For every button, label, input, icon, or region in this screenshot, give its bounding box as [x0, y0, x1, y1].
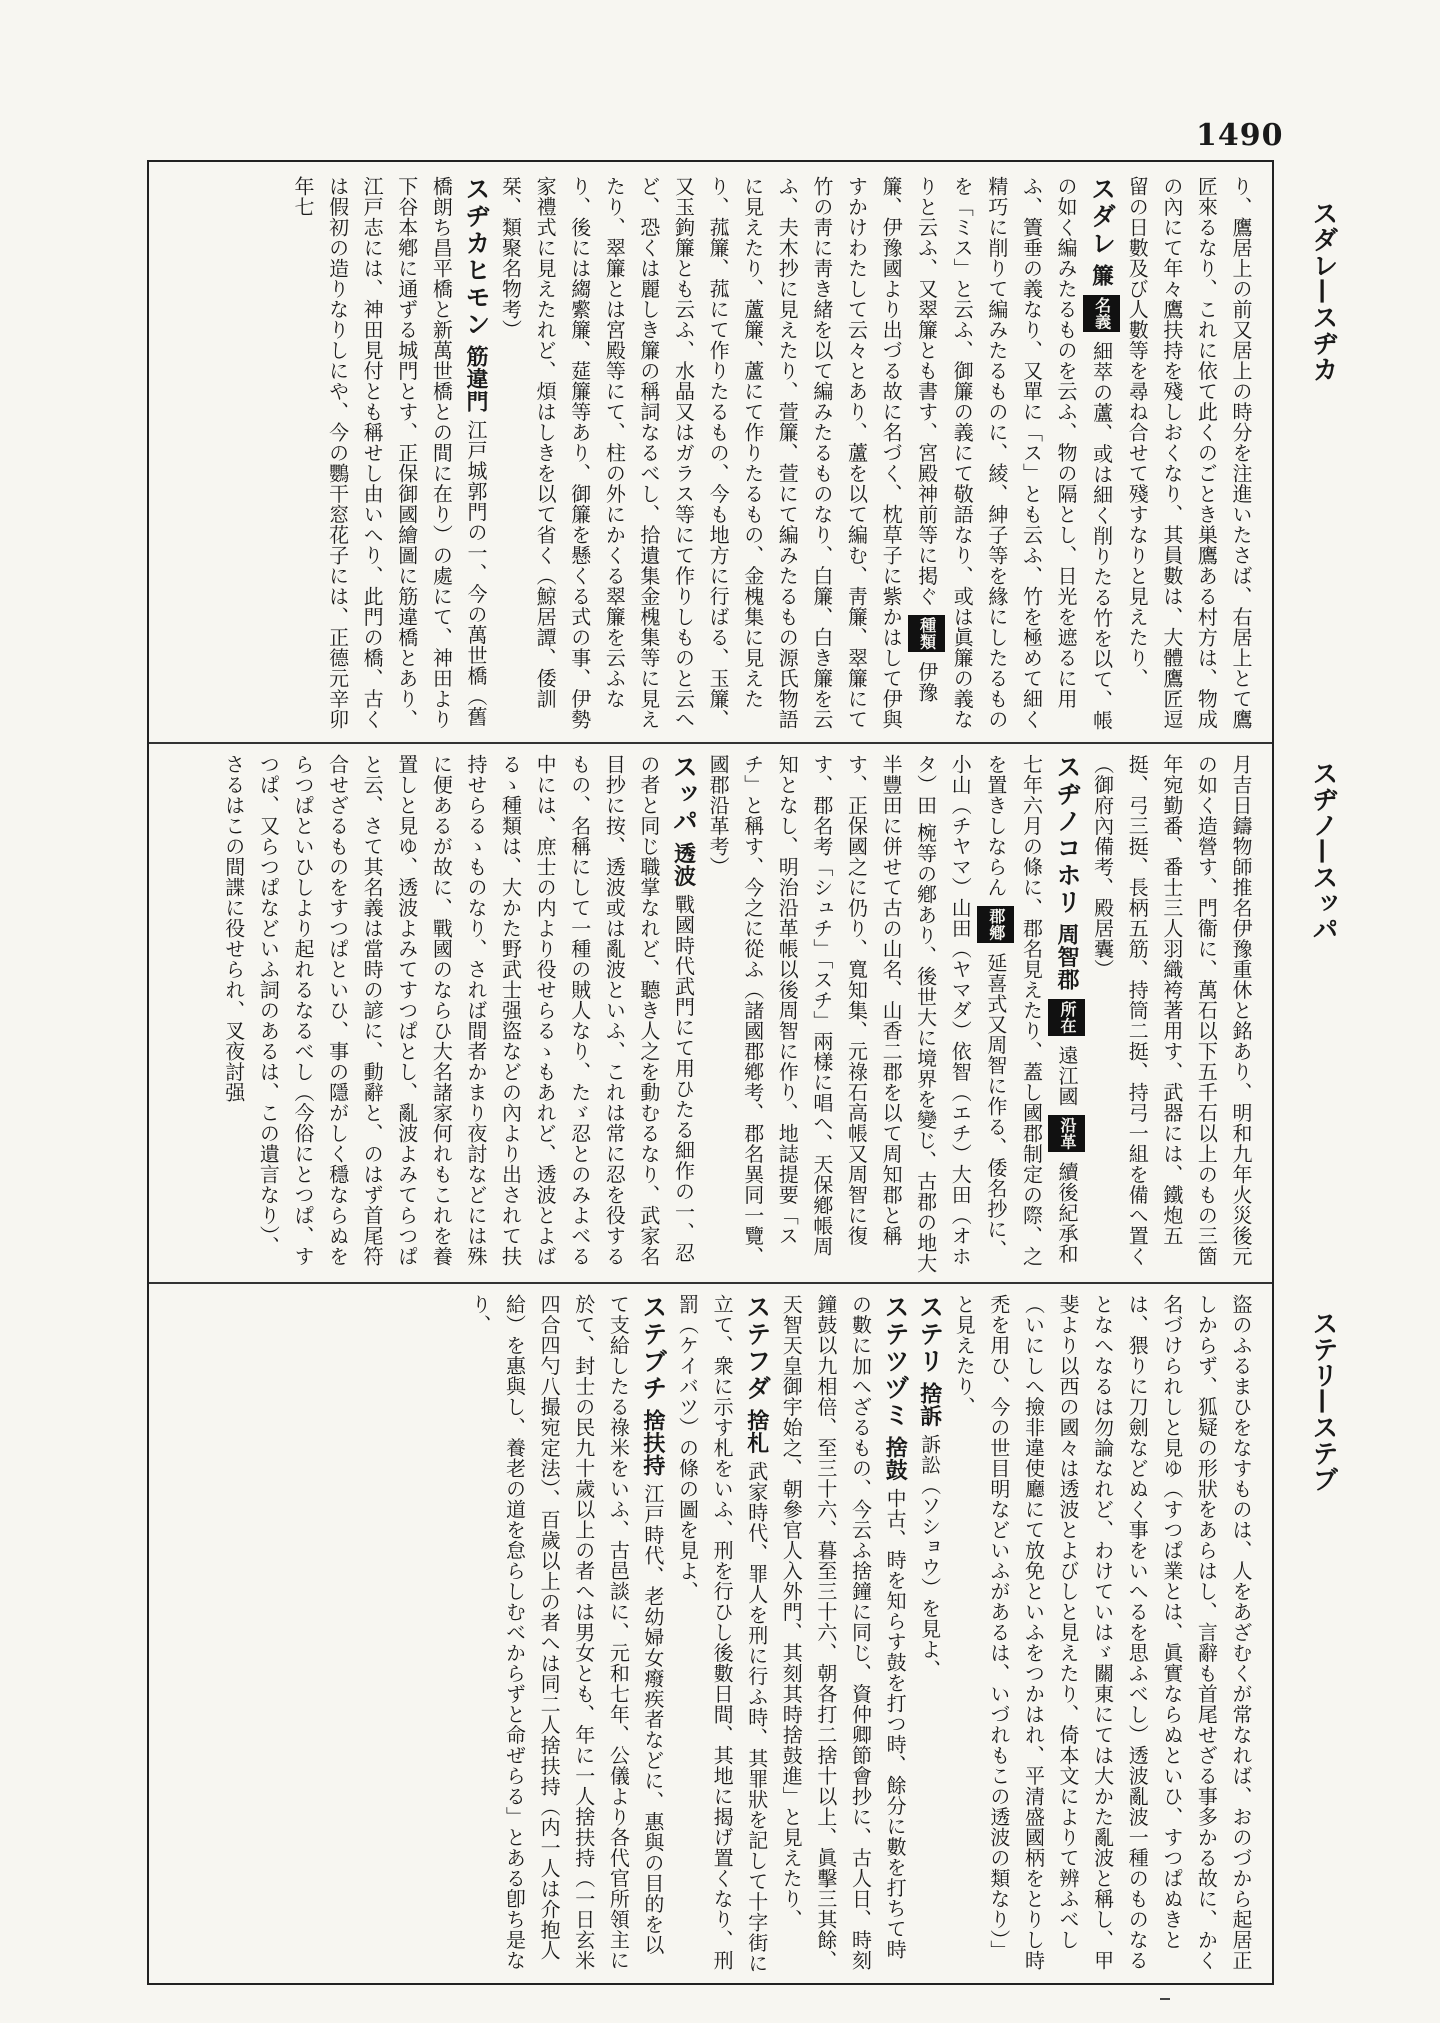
- tag-badge: 種類: [908, 615, 945, 652]
- entry-suteri: [912, 1294, 947, 1974]
- entry-text: 江戸時代、老幼婦女癈疾者などに、惠與の目的を以て支給したる祿米をいふ、古邑談に、元和七年、公儀より各代官所領主に於て、封士の民九十歲以上の者へは男女とも、年に一人捨扶持（一日玄米四合四勺八撮宛定法）、百歲以上の者へは同二人捨扶持（内一人は介抱人給）を惠與し、養老の道を怠らしむべからずと命ぜらる」とある卽ち是なり、: [467, 1294, 665, 1971]
- entry-headword: ステフダ: [742, 1294, 772, 1402]
- section-lower: [161, 1294, 1258, 1974]
- entry-sudare: [493, 176, 1120, 736]
- entry-kanji: 透波: [670, 841, 697, 887]
- section-middle: [161, 754, 1258, 1274]
- entry-text: 戰國時代武門にて用ひたる細作の一、忍の者と同じ職掌なれど、聽き人之を動むるなり、武家名目抄に按、透波或は亂波といふ、これは常に忍を役するもの、名稱にして一種の賊人なり、たゞ忍とのみよべる中には、庶士の内より役せらるゝもあれど、透波とよばるゝ種類は、大かた野武士强盜などの內より出されて扶持せらるゝものなり、されば間者かまり夜討などには殊に便あるが故に、戰國のならひ大名諸家何れもこれを養置しと見ゆ、透波よみてすつぱとし、亂波よみてらつぱと云、さて其名義は當時の諺に、動辭と、のはず首尾符合せざるものをすつぱといひ、事の隱がしく穩ならぬをらつぱといひしより起れるなるべし（今俗にとつぱ、すつぱ、又らつぱなどいふ詞のあるは、この遺言なり）、さるはこの間諜に役せられ、叉夜討强: [221, 754, 696, 1267]
- entry-text: 伊豫簾、伊豫國より出づる故に名づく、枕草子に紫かはして伊與すかけわたして云々とあり、蘆を以て編む、靑簾、翠簾にて竹の靑に靑き緒を以て編みたるものなり、白簾、白き簾を云ふ、夫木抄に見えたり、萱簾、萱にて編みたるもの源氏物語に見えたり、蘆簾、蘆にて作りたるもの、金槐集に見えたり、菰簾、菰にて作りたるもの、今も地方に行ばる、玉簾、又玉鉤簾とも云ふ、水晶又はガラス等にて作りしものと云へど、恐くは麗しき簾の稱詞なるべし、拾遺集金槐集等に見えたり、翠簾とは宮殿等にて、柱の外にかくる翠簾を云ふなり、後には縐䌠簾、莚簾等あり、御簾を懸くる式の事、伊勢家禮式に見えたれど、煩はしきを以て省く（鯨居譚、倭訓栞、類聚名物考）: [498, 176, 939, 730]
- tag-badge: 所在: [1048, 999, 1085, 1036]
- entry-suppa: [216, 754, 700, 1274]
- entry-sujikaimon: [285, 176, 493, 736]
- margin-tab-sujino: スヂノ—スッパ: [1308, 760, 1338, 942]
- entry-kanji: 捨鼓: [882, 1435, 909, 1481]
- margin-tab-suda: スダレ—スヂカ: [1308, 200, 1338, 382]
- entry-headword: ステツヅミ: [881, 1294, 911, 1429]
- entry-headword: スヂノコホリ: [1053, 754, 1083, 916]
- entry-text: 訴訟（ソショウ）を見よ、: [917, 1433, 942, 1680]
- entry-text: 中古、時を知らす鼓を打つ時、餘分に數を打ちて時の數に加へざるもの、今云ふ捨鐘に同じ、資仲卿節會抄に、古人日、時刻鐘鼓以九相倍、至三十六、暮至三十六、朝各打二捨十以上、眞擊三其餘、天智天皇御宇始之、朝參官人入外門、其刻其時捨鼓進」と見えたり、: [779, 1294, 908, 1971]
- entry-headword: スヂカヒモン: [461, 176, 491, 338]
- entry-kanji: 筋違門: [462, 344, 489, 413]
- entry-headword: スッパ: [669, 754, 699, 835]
- page-number: 1490: [1196, 118, 1284, 153]
- entry-text: 武家時代、罪人を刑に行ふ時、其罪狀を記して十字街に立て、衆に示す札をいふ、刑を行ひし後數日間、其地に揭げ置くなり、刑罰（ケイバツ）の條の圖を見よ、: [675, 1294, 769, 1974]
- entry-sutebuchi: [462, 1294, 670, 1974]
- tag-badge: 郡鄕: [977, 906, 1014, 943]
- entry-headword: スダレ: [1087, 176, 1117, 257]
- entry-text: 續後紀承和七年六月の條に、郡名見えたり、蓋し國郡制定の際、之を置きしならん: [983, 754, 1080, 1267]
- bottom-mark: [1160, 1998, 1170, 2000]
- section-divider: [149, 742, 1272, 744]
- entry-text: 江戸城郭門の一、今の萬世橋（舊橋朗ち昌平橋と新萬世橋との間に在り）の處にて、神田より下谷本鄕に通ずる城門とす、正保御國繪圖に筋違橋とあり、江戸志には、神田見付とも稱せし由いへり、此門の橋、古くは假初の造りなりしにや、今の鸚干窓花子には、正德元辛卯年七: [290, 176, 488, 730]
- entry-kanji: 捨札: [743, 1408, 770, 1454]
- section-text: 盜のふるまひをなすものは、人をあざむくが常なれば、おのづから起居正しからず、狐疑の形狀をあらはし、言辭も首尾せざる事多かる故に、かく名づけられしと見ゆ（すつぱ業とは、眞實ならぬといひ、すつぱぬきとは、猥りに刀劍などぬく事をいへるを思ふべし）透波亂波一種のものなるとなへなるは勿論なれど、わけていはゞ關東にては大かた亂波と稱し、甲斐より以西の國々は透波とよびしと見えたり、倚本文によりて辨ふべし（いにしへ撿非違使廳にて放免といふをつかはれ、平清盛國柄をとりし時禿を用ひ、今の世目明などいふがあるは、いづれもこの透波の類なり）」と見えたり、: [952, 1294, 1253, 1971]
- entry-kanji: 簾: [1088, 263, 1115, 287]
- entry-kanji: 捨訴: [916, 1381, 943, 1427]
- section-text: 月吉日鑄物師推名伊豫重休と銘あり、明和九年火災後元の如く造營す、門衞に、萬石以下五千石以上のもの三箇年宛勤番、番士三人羽織袴著用す、武器には、鐵炮五挺、弓三挺、長柄五筋、持筒二挺、持弓一組を備へ置く（御府內備考、殿居囊）: [1090, 754, 1253, 1267]
- page-frame: [147, 160, 1274, 1985]
- entry-headword: ステブチ: [638, 1294, 668, 1402]
- entry-sujinokohori: [701, 754, 1086, 1274]
- tag-badge: 沿革: [1048, 1115, 1085, 1152]
- entry-text: 延喜式又周智に作る、倭名抄に、小山（チヤマ）山田（ヤマダ）依智（エチ）大田（オホタ）田 椀等の鄕あり、後世大に境界を變じ、古郡の地大半豐田に併せて古の山名、山香二郡を以て周知郡と稱す、正保國之に仍り、寬知集、元祿石高帳又周智に復す、郡名考「シュチ」「スチ」兩樣に唱へ、天保鄕帳周知となし、明治沿革帳以後周智に作り、地誌提要「スチ」と稱す、今之に從ふ（諸國郡鄕考、郡名異同一覽、國郡沿革考）: [706, 754, 1008, 1274]
- margin-tab-suteri: ステリ—ステブ: [1308, 1310, 1338, 1492]
- tag-badge: 名義: [1083, 295, 1120, 332]
- entry-kanji: 周智郡: [1054, 922, 1081, 991]
- entry-kanji: 捨扶持: [639, 1408, 666, 1477]
- section-upper: [161, 176, 1258, 736]
- entry-sutetsuzumi: [774, 1294, 912, 1974]
- entry-text: 細萃の蘆、或は細く削りたる竹を以て、帳の如く編みたるものを云ふ、物の隔とし、日光を遮るに用ふ、簀垂の義なり、又單に「ス」とも云ふ、竹を極めて細く精巧に削りて編みたるものに、綾、紳子等を緣にしたるものを「ミス」と云ふ、御簾の義にて敬語なり、或は眞簾の義なりと云ふ、又翠簾とも書す、宮殿神前等に掲ぐ: [914, 176, 1114, 731]
- entry-text: 遠江國: [1055, 1045, 1080, 1107]
- entry-headword: ステリ: [915, 1294, 945, 1375]
- section-divider: [149, 1282, 1272, 1284]
- section-text: り、鷹居上の前又居上の時分を注進いたさば、右居上とて鷹匠來るなり、これに依て此くのごとき巣鷹ある村方は、物成の內にて年々鷹扶持を殘しおくなり、其員數は、大體鷹匠逗留の日數及び人數等を尋ね合せて殘すなりと見えたり、: [1125, 176, 1253, 730]
- entry-sutefuda: [670, 1294, 774, 1974]
